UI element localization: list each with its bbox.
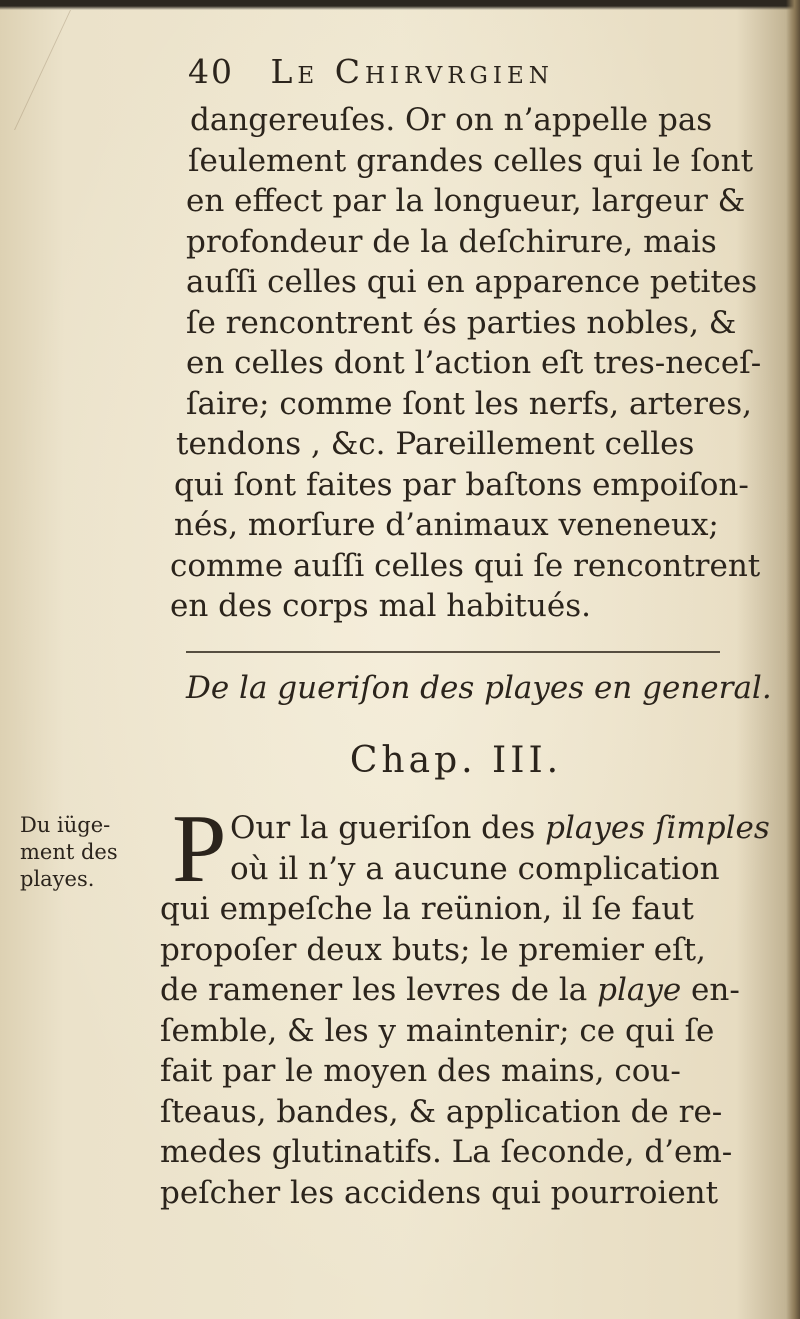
second-paragraph [160, 808, 770, 1213]
text-line: auſſi celles qui en apparence petites [186, 264, 758, 300]
text-line: ſemble, & les y maintenir; ce qui ſe [160, 1012, 715, 1049]
drop-cap: P [172, 795, 227, 903]
text-line: profondeur de la deſchirure, mais [186, 223, 717, 260]
text-line: tendons , &c. Pareillement celles [176, 426, 695, 462]
margin-note-line: Du iüge- [20, 813, 111, 837]
text-line: nés, morſure d’animaux veneneux; [174, 507, 719, 543]
running-head: Le Chirvrgien [270, 52, 554, 91]
text-line: ſteaus, bandes, & application de re- [160, 1093, 723, 1130]
text-line: en effect par la longueur, largeur & [186, 183, 746, 219]
margin-note-line: playes. [20, 867, 95, 891]
section-title: De la gueriſon des playes en general. [186, 670, 772, 706]
text-line: ſaire; comme ſont les nerfs, arteres, [186, 385, 753, 422]
text-line: en des corps mal habitués. [170, 588, 591, 624]
text-line: qui ſont faites par baſtons empoiſon- [174, 466, 749, 503]
chapter-heading: Chap. III. [349, 740, 563, 781]
margin-note [20, 812, 140, 893]
text-line: fait par le moyen des mains, cou- [160, 1053, 681, 1089]
text-line: comme auſſi celles qui ſe rencontrent [170, 547, 761, 584]
text-line [160, 970, 760, 1011]
top-paragraph [170, 100, 770, 627]
text-line: medes glutinatifs. La ſeconde, d’em- [160, 1134, 733, 1170]
italic-term: playes ſimples [545, 810, 770, 846]
text-line: peſcher les accidens qui pourroient [160, 1174, 719, 1211]
text-line: en celles dont l’action eſt tres-neceſ- [186, 345, 762, 381]
page-header [188, 52, 688, 98]
section-divider [186, 651, 720, 653]
text-line: qui empeſche la reünion, il ſe faut [160, 891, 694, 927]
page-number: 40 [188, 52, 234, 91]
folded-corner [0, 10, 71, 130]
text-span: de ramener les levres de la [160, 972, 598, 1008]
italic-term: playe [597, 972, 682, 1008]
text-line: ſe rencontrent és parties nobles, & [186, 304, 737, 341]
text-span: en- [681, 972, 740, 1008]
margin-note-line: ment des [20, 840, 118, 864]
text-line: où il n’y a aucune complication [230, 850, 720, 887]
text-line: ſeulement grandes celles qui le ſont [188, 142, 754, 179]
text-line [160, 808, 770, 849]
text-line: propoſer deux buts; le premier eſt, [160, 931, 706, 968]
text-line: dangereuſes. Or on n’appelle pas [190, 102, 713, 138]
text-span: Our la gueriſon des [230, 810, 546, 846]
